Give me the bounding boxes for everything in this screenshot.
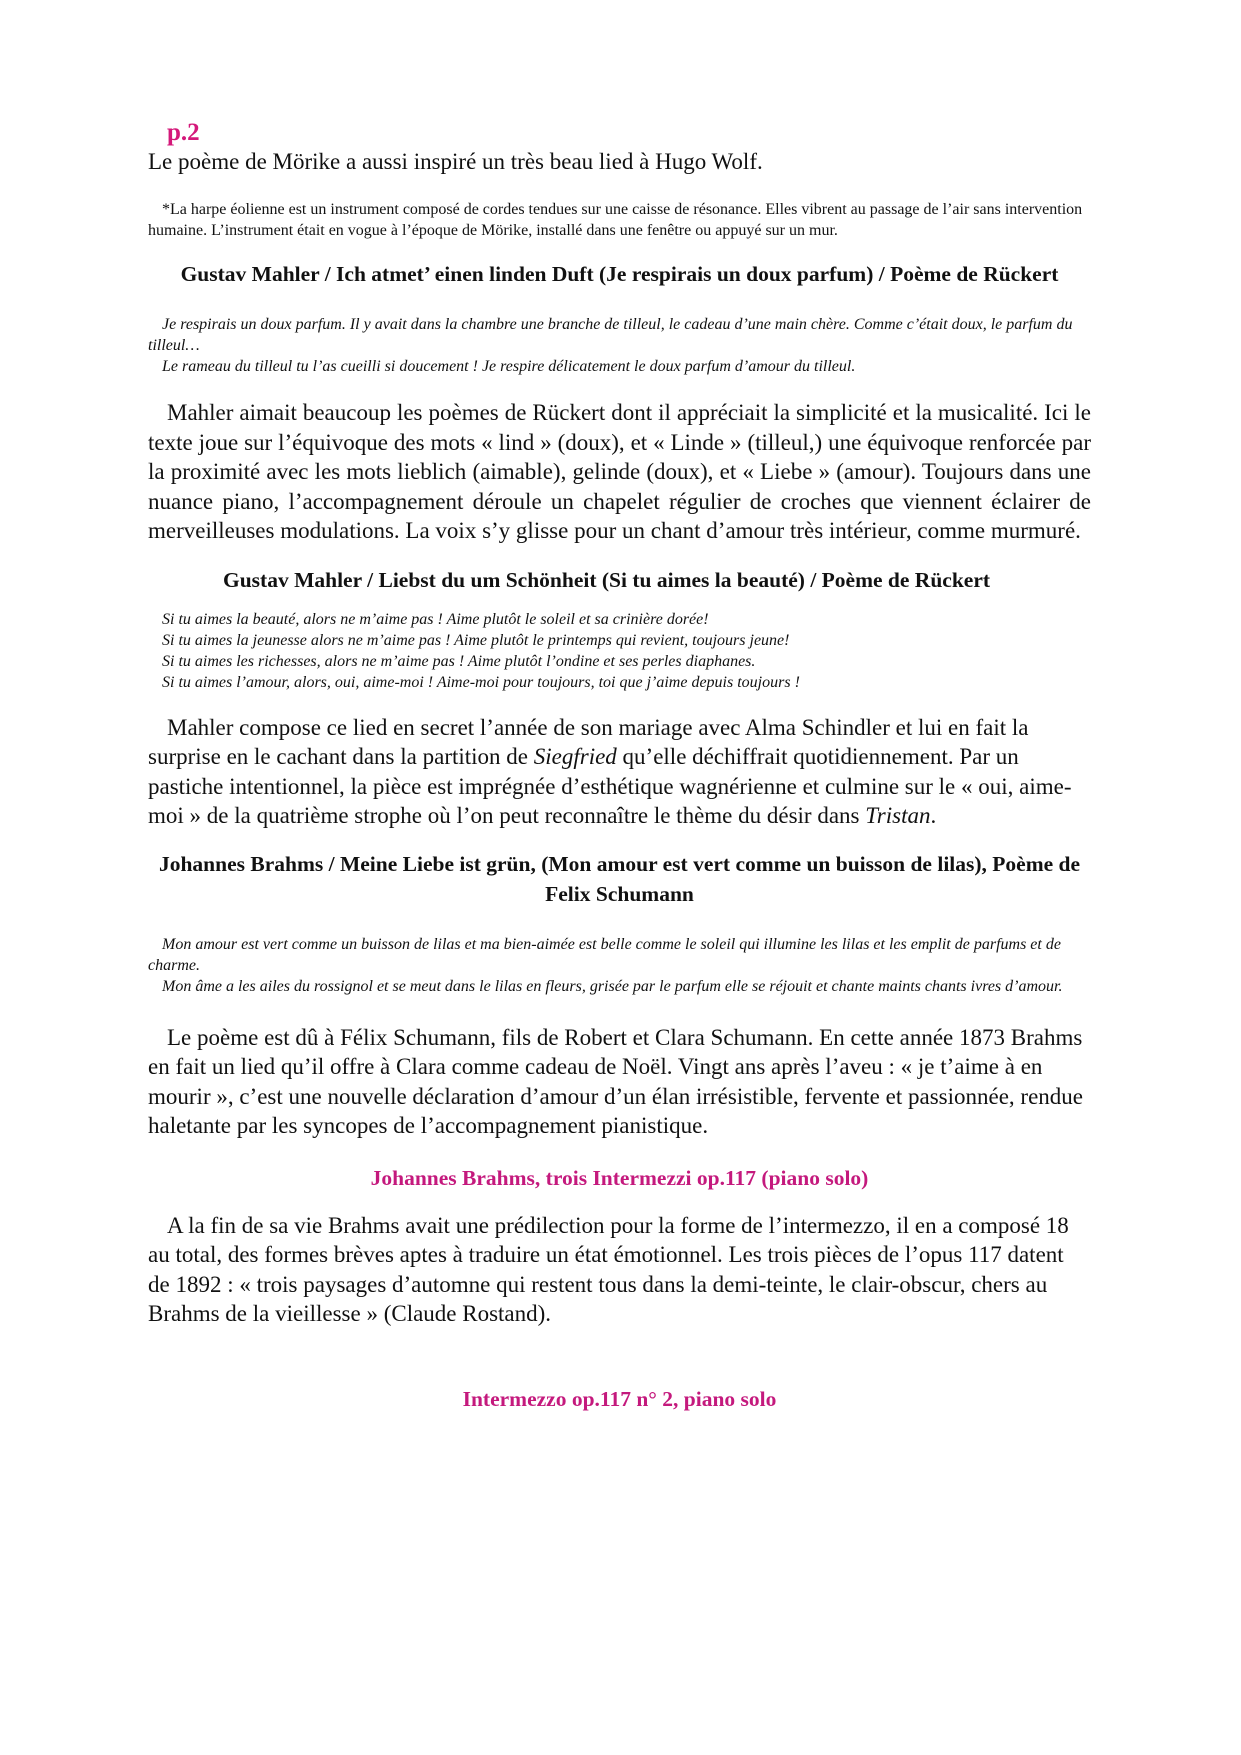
commentary-paragraph-4: A la fin de sa vie Brahms avait une prédilection pour la forme de l’intermezzo, il en a composé 18 au total, des formes brèves aptes à traduire un état émotionnel. Les trois pièces de l’opus 117 datent de 1892 : « trois paysages d’automne qui restent tous dans la demi-teinte, le clair-obscur, chers au Brahms de la vieillesse » (Claude Rostand).: [148, 1212, 1069, 1326]
section-title-brahms-intermezzi: Johannes Brahms, trois Intermezzi op.117 (piano solo): [370, 1165, 869, 1190]
poem-line: Si tu aimes l’amour, alors, oui, aime-moi ! Aime-moi pour toujours, toi que j’aime depuis toujours !: [162, 673, 800, 691]
commentary-paragraph-2: [148, 713, 1091, 831]
commentary-paragraph-3: Le poème est dû à Félix Schumann, fils de Robert et Clara Schumann. En cette année 1873 Brahms en fait un lied qu’il offre à Clara comme cadeau de Noël. Vingt ans après l’aveu : « je t’aime à en mourir », c’est une nouvelle déclaration d’amour d’un élan irrésistible, fervente et passionnée, rendue haletante par les syncopes de l’accompagnement pianistique.: [148, 1024, 1083, 1138]
section-title-intermezzo-117-2: Intermezzo op.117 n° 2, piano solo: [462, 1386, 777, 1411]
page-number: p.2: [167, 119, 200, 146]
section-title-mahler-ich-atmet: Gustav Mahler / Ich atmet’ einen linden Duft (Je respirais un doux parfum) / Poème de Rückert: [180, 262, 1059, 286]
section-title-brahms-meine-liebe: Johannes Brahms / Meine Liebe ist grün, (Mon amour est vert comme un buisson de lilas), Poème de Felix Schumann: [158, 851, 1081, 906]
poem-line: Si tu aimes les richesses, alors ne m’aime pas ! Aime plutôt l’ondine et ses perles diaphanes.: [162, 652, 756, 670]
work-title-tristan: Tristan: [865, 803, 931, 828]
poem-translation-1: [148, 314, 1091, 377]
document-page: [148, 118, 1091, 1414]
sentence-end: .: [930, 803, 937, 828]
intro-paragraph: Le poème de Mörike a aussi inspiré un très beau lied à Hugo Wolf.: [148, 149, 763, 174]
poem-line: Si tu aimes la jeunesse alors ne m’aime pas ! Aime plutôt le printemps qui revient, toujours jeune!: [162, 631, 790, 649]
poem-line: Mon âme a les ailes du rossignol et se meut dans le lilas en fleurs, grisée par le parfum elle se réjouit et chante maints chants ivres d’amour.: [162, 977, 1063, 995]
commentary-paragraph-1: Mahler aimait beaucoup les poèmes de Rückert dont il appréciait la simplicité et la musicalité. Ici le texte joue sur l’équivoque des mots « lind » (doux), et « Linde » (tilleul,) une équivoque renforcée par la proximité avec les mots lieblich (aimable), gelinde (doux), et « Liebe » (amour). Toujours dans une nuance piano, l’accompagnement déroule un chapelet régulier de croches que viennent éclairer de merveilleuses modulations. La voix s’y glisse pour un chant d’amour très intérieur, comme murmuré.: [148, 400, 1091, 543]
poem-line: Si tu aimes la beauté, alors ne m’aime pas ! Aime plutôt le soleil et sa crinière dorée!: [162, 610, 709, 628]
work-title-siegfried: Siegfried: [533, 744, 617, 769]
commentary-text: qu’elle déchiffrait quotidiennement. Par un pastiche intentionnel, la pièce est imprégnée d’esthétique wagnérienne et culmine sur le « oui, aime-moi » de la quatrième strophe où l’on peut reconnaître le thème du désir dans: [148, 744, 1072, 828]
commentary-text: Mahler compose ce lied en secret l’année de son mariage avec Alma Schindler et lui en fait la surprise en le cachant dans la partition de: [148, 714, 1029, 769]
poem-translation-3: [148, 934, 1091, 997]
poem-translation-2: [148, 609, 1091, 693]
footnote: *La harpe éolienne est un instrument composé de cordes tendues sur une caisse de résonance. Elles vibrent au passage de l’air sans intervention humaine. L’instrument était en vogue à l’époque de Mörike, installé dans une fenêtre ou appuyé sur un mur.: [148, 201, 1083, 239]
poem-line: Le rameau du tilleul tu l’as cueilli si doucement ! Je respire délicatement le doux parfum d’amour du tilleul.: [162, 358, 856, 375]
poem-line: Mon amour est vert comme un buisson de lilas et ma bien-aimée est belle comme le soleil qui illumine les lilas et les emplit de parfums et de charme.: [148, 935, 1061, 974]
poem-line: Je respirais un doux parfum. Il y avait dans la chambre une branche de tilleul, le cadeau d’une main chère. Comme c’était doux, le parfum du tilleul…: [148, 316, 1073, 354]
section-title-mahler-liebst-du: Gustav Mahler / Liebst du um Schönheit (Si tu aimes la beauté) / Poème de Rückert: [223, 567, 991, 592]
